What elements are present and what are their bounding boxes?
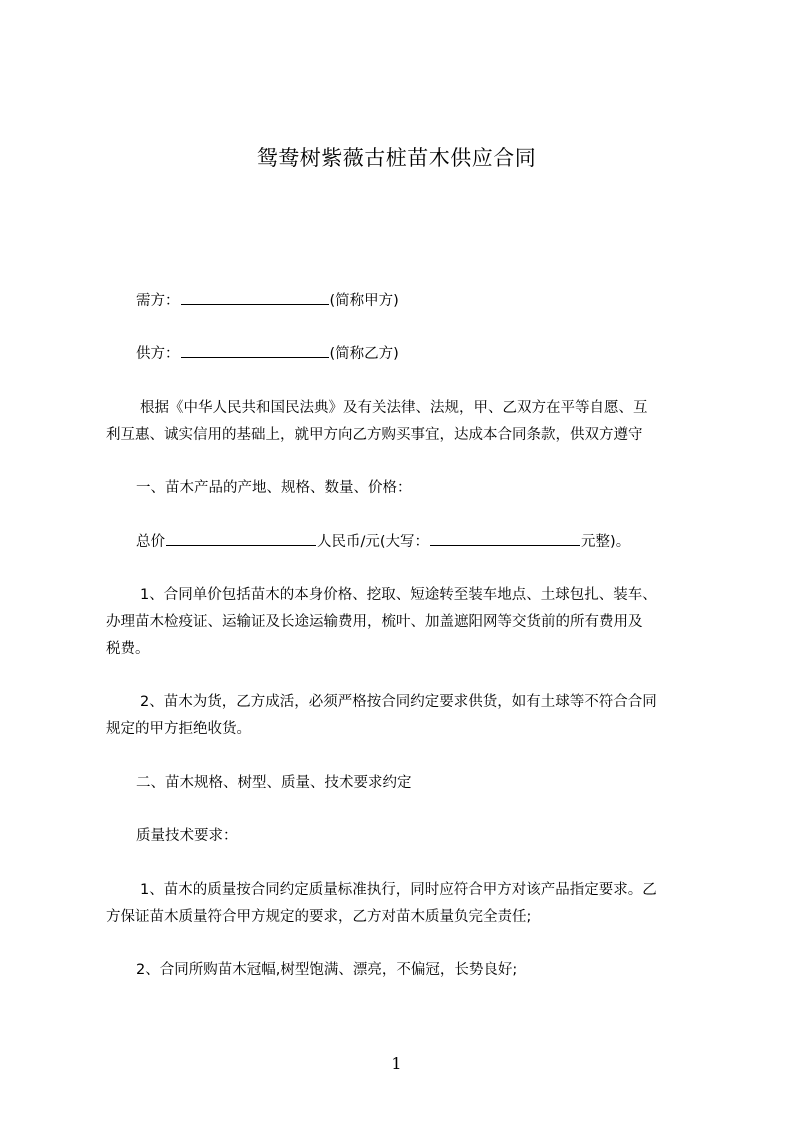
- preamble-line-1: 根据《中华人民共和国民法典》及有关法律、法规，甲、乙双方在平等自愿、互: [140, 400, 648, 416]
- s1-item1-line-2: 办理苗木检疫证、运输证及长途运输费用，梳叶、加盖遮阳网等交货前的所有费用及: [106, 614, 643, 630]
- total-price-line: [136, 531, 736, 553]
- total-price-blank[interactable]: [166, 531, 316, 546]
- s2-item2-line-1: 2、合同所购苗木冠幅,树型饱满、漂亮，不偏冠，长势良好;: [136, 962, 518, 978]
- total-words-blank[interactable]: [430, 531, 580, 546]
- section1-heading: 一、苗木产品的产地、规格、数量、价格：: [136, 480, 412, 496]
- s2-item1-line-1: 1、苗木的质量按合同约定质量标准执行，同时应符合甲方对该产品指定要求。乙: [140, 882, 657, 898]
- quality-heading: 质量技术要求：: [136, 828, 238, 844]
- buyer-line: [136, 290, 736, 312]
- section2-heading: 二、苗木规格、树型、质量、技术要求约定: [136, 775, 412, 791]
- s1-item2-line-2: 规定的甲方拒绝收货。: [106, 721, 251, 737]
- supplier-label: 供方：: [136, 346, 180, 362]
- s1-item1-line-1: 1、合同单价包括苗木的本身价格、挖取、短途转至装车地点、土球包扎、装车、: [140, 587, 657, 603]
- supplier-name-blank[interactable]: [181, 343, 329, 358]
- supplier-line: [136, 343, 736, 365]
- page-number: 1: [391, 1054, 402, 1073]
- s2-item1-line-2: 方保证苗木质量符合甲方规定的要求，乙方对苗木质量负完全责任;: [106, 909, 532, 925]
- buyer-suffix: (简称甲方): [329, 293, 399, 309]
- supplier-suffix: (简称乙方): [329, 346, 399, 362]
- document-title: 鸳鸯树紫薇古桩苗木供应合同: [256, 146, 537, 170]
- buyer-label: 需方：: [136, 293, 180, 309]
- s1-item2-line-1: 2、苗木为货，乙方成活，必须严格按合同约定要求供货，如有土球等不符合合同: [140, 694, 657, 710]
- total-suffix: 元整)。: [581, 534, 631, 550]
- s1-item1-line-3: 税费。: [106, 641, 150, 657]
- buyer-name-blank[interactable]: [181, 290, 329, 305]
- total-prefix: 总价: [136, 534, 165, 550]
- preamble-line-2: 利互惠、诚实信用的基础上，就甲方向乙方购买事宜，达成本合同条款，供双方遵守: [106, 427, 643, 443]
- total-middle: 人民币/元(大写：: [317, 534, 430, 550]
